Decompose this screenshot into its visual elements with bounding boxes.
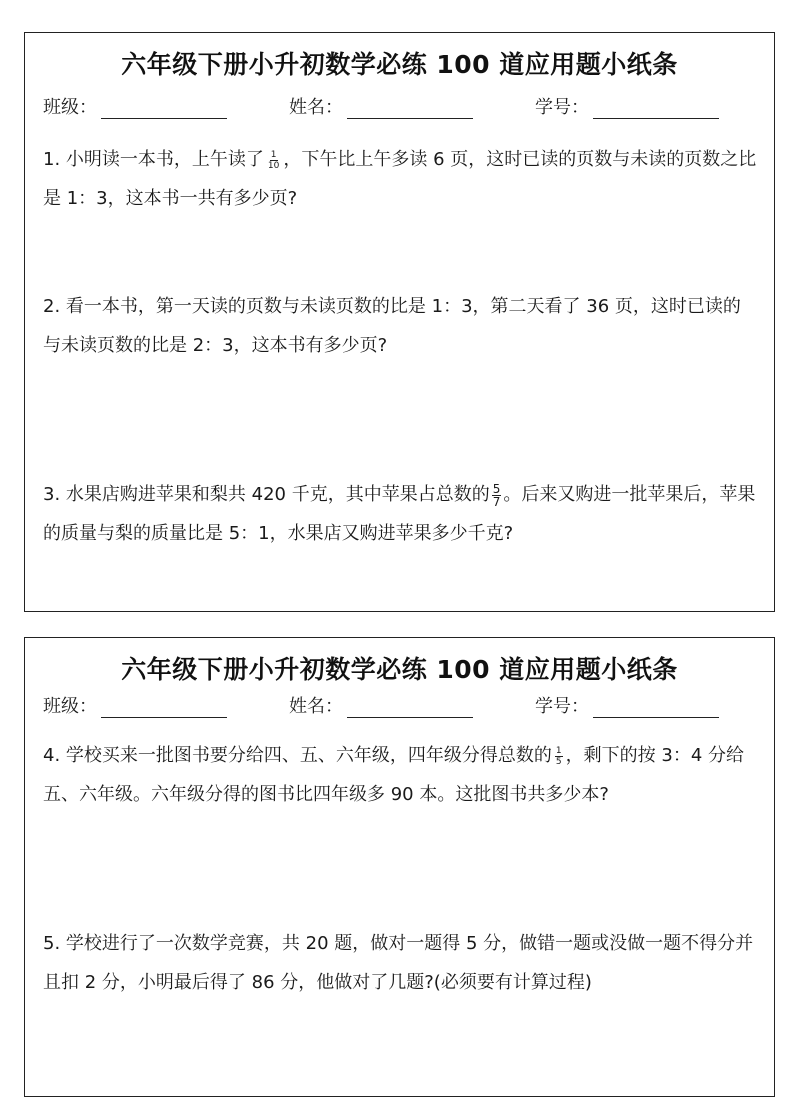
question-3 xyxy=(43,475,758,553)
question-2: 2. 看一本书，第一天读的页数与未读页数的比是 1：3，第二天看了 36 页，这时已读的与未读页数的比是 2：3，这本书有多少页? xyxy=(43,296,741,356)
class-blank[interactable] xyxy=(101,98,227,119)
question-3-text-end: 。后来又购进一批苹果后，苹果的质量与梨的质量比是 5：1，水果店又购进苹果多少千克? xyxy=(43,484,756,544)
student-info-row xyxy=(25,692,774,722)
question-1-text-end: ，下午比上午多读 6 页，这时已读的页数与未读的页数之比是 1：3，这本书一共有多少页? xyxy=(43,149,757,209)
fraction-denominator: 5 xyxy=(555,756,562,767)
name-blank[interactable] xyxy=(347,98,473,119)
worksheet-title: 六年级下册小升初数学必练 100 道应用题小纸条 xyxy=(121,50,678,79)
question-4 xyxy=(43,736,758,814)
student-id-label: 学号： xyxy=(535,97,589,118)
student-id-blank[interactable] xyxy=(593,98,719,119)
worksheet-card-1 xyxy=(24,32,775,612)
student-id-blank[interactable] xyxy=(593,697,719,718)
question-3-text-start: 3. 水果店购进苹果和梨共 420 千克，其中苹果占总数的 xyxy=(43,484,490,505)
fraction-denominator: 10 xyxy=(267,160,280,171)
student-id-label: 学号： xyxy=(535,696,589,717)
name-label: 姓名： xyxy=(289,696,343,717)
fraction-denominator: 7 xyxy=(492,494,501,509)
fraction-numerator: 1 xyxy=(270,149,277,160)
class-field xyxy=(43,93,227,119)
question-3-fraction xyxy=(492,483,502,508)
name-field xyxy=(289,692,473,718)
fraction-numerator: 5 xyxy=(492,481,501,496)
name-label: 姓名： xyxy=(289,97,343,118)
question-1-fraction xyxy=(267,150,280,171)
fraction-numerator: 1 xyxy=(555,745,562,756)
student-id-field xyxy=(535,93,719,119)
question-4-text-start: 4. 学校买来一批图书要分给四、五、六年级，四年级分得总数的 xyxy=(43,745,552,766)
class-label: 班级： xyxy=(43,696,97,717)
question-1-text-start: 1. 小明读一本书，上午读了 xyxy=(43,149,264,170)
question-4-fraction xyxy=(555,746,563,767)
name-blank[interactable] xyxy=(347,697,473,718)
name-field xyxy=(289,93,473,119)
worksheet-card-2 xyxy=(24,637,775,1097)
class-blank[interactable] xyxy=(101,697,227,718)
worksheet-title: 六年级下册小升初数学必练 100 道应用题小纸条 xyxy=(121,655,678,684)
student-id-field xyxy=(535,692,719,718)
question-4-text-end: ，剩下的按 3：4 分给五、六年级。六年级分得的图书比四年级多 90 本。这批图书共多少本? xyxy=(43,745,744,805)
class-field xyxy=(43,692,227,718)
question-1 xyxy=(43,140,758,218)
class-label: 班级： xyxy=(43,97,97,118)
question-5: 5. 学校进行了一次数学竞赛，共 20 题，做对一题得 5 分，做错一题或没做一题不得分并且扣 2 分，小明最后得了 86 分，他做对了几题?(必须要有计算过程) xyxy=(43,933,754,993)
student-info-row xyxy=(25,93,774,123)
